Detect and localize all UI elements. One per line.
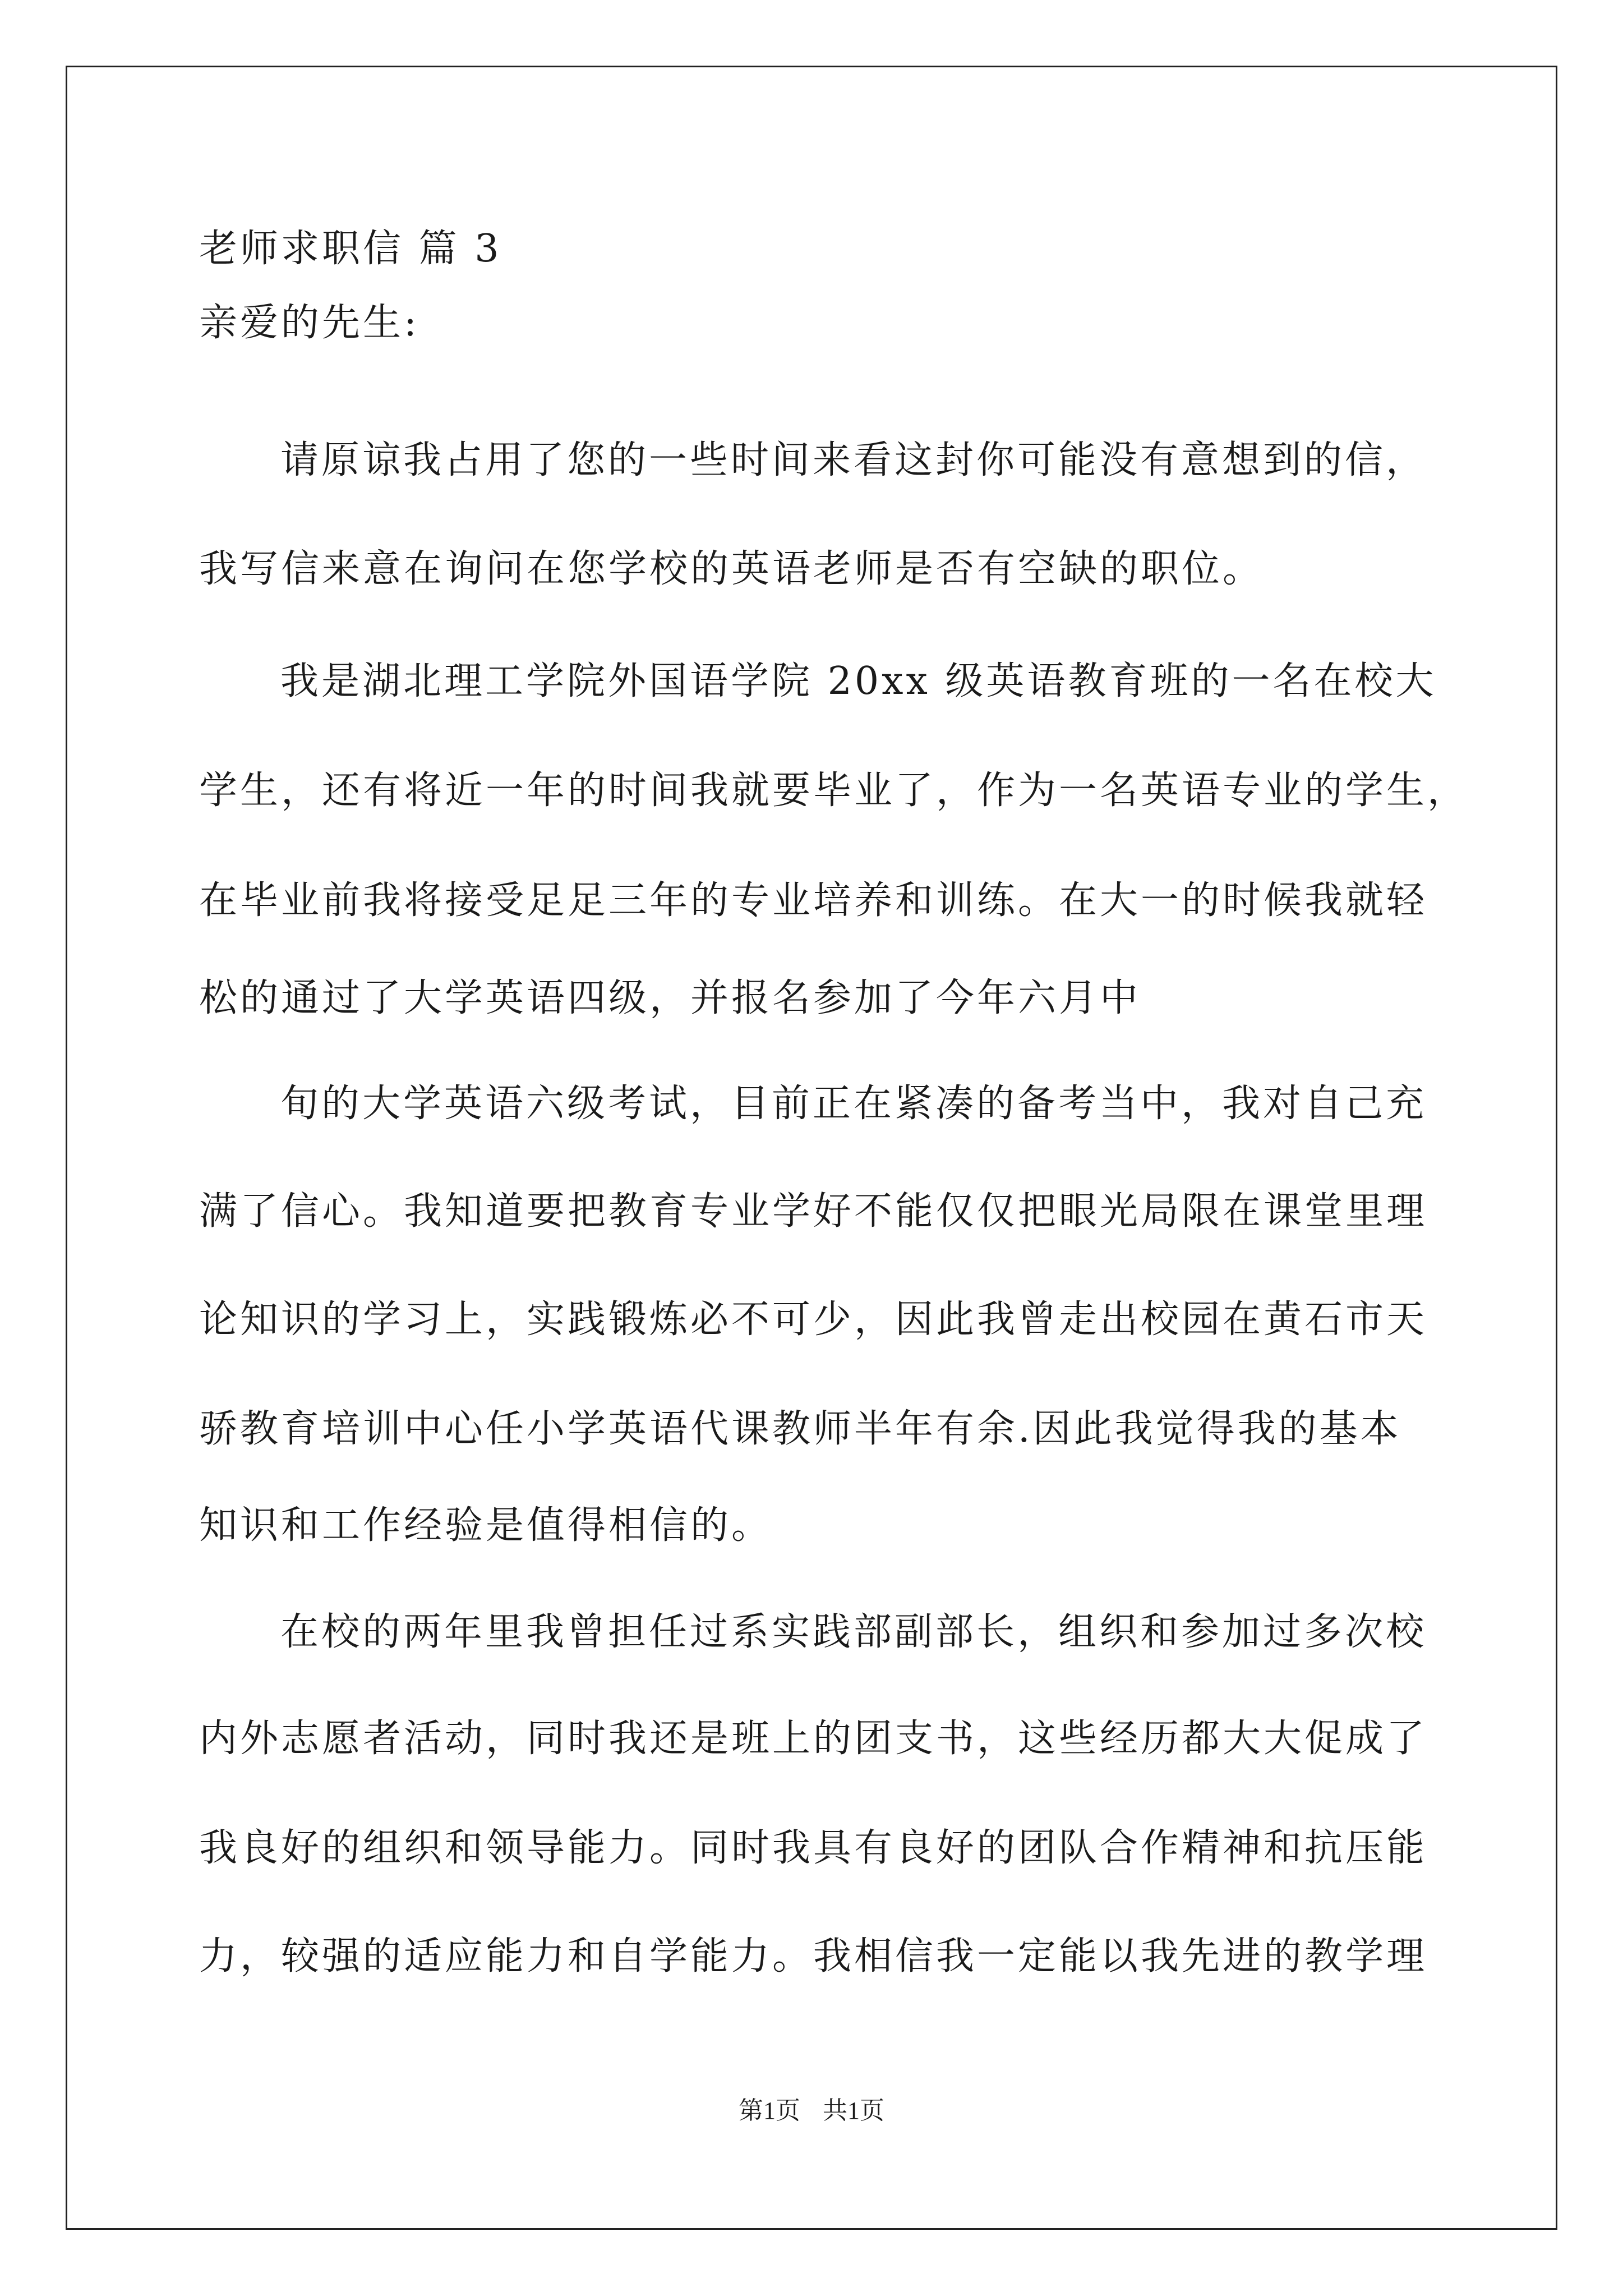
body-line: 骄教育培训中心任小学英语代课教师半年有余.因此我觉得我的基本 bbox=[199, 1407, 1401, 1451]
body-line: 在毕业前我将接受足足三年的专业培养和训练。在大一的时候我就轻 bbox=[199, 878, 1428, 923]
page-footer bbox=[0, 2095, 1623, 2127]
body-line: 旬的大学英语六级考试，目前正在紧凑的备考当中，我对自己充 bbox=[280, 1082, 1427, 1126]
body-line: 力，较强的适应能力和自学能力。我相信我一定能以我先进的教学理 bbox=[199, 1934, 1428, 1978]
page-total: 共1页 bbox=[823, 2097, 884, 2124]
body-line: 我写信来意在询问在您学校的英语老师是否有空缺的职位。 bbox=[199, 547, 1264, 591]
body-line: 满了信心。我知道要把教育专业学好不能仅仅把眼光局限在课堂里理 bbox=[199, 1189, 1428, 1234]
body-line: 我是湖北理工学院外国语学院 20xx 级英语教育班的一名在校大 bbox=[280, 659, 1437, 703]
body-line: 请原谅我占用了您的一些时间来看这封你可能没有意想到的信， bbox=[280, 438, 1427, 482]
page-frame bbox=[66, 66, 1557, 2230]
page-number: 第1页 bbox=[739, 2097, 800, 2124]
body-line: 内外志愿者活动，同时我还是班上的团支书，这些经历都大大促成了 bbox=[199, 1717, 1428, 1761]
body-line: 学生，还有将近一年的时间我就要毕业了，作为一名英语专业的学生， bbox=[199, 769, 1469, 813]
document-title: 老师求职信 篇 3 bbox=[199, 227, 502, 271]
body-line: 在校的两年里我曾担任过系实践部副部长，组织和参加过多次校 bbox=[280, 1610, 1427, 1654]
body-line: 我良好的组织和领导能力。同时我具有良好的团队合作精神和抗压能 bbox=[199, 1826, 1428, 1870]
salutation: 亲爱的先生: bbox=[199, 301, 419, 345]
body-line: 松的通过了大学英语四级，并报名参加了今年六月中 bbox=[199, 976, 1141, 1020]
body-line: 论知识的学习上，实践锻炼必不可少，因此我曾走出校园在黄石市天 bbox=[199, 1297, 1428, 1342]
body-line: 知识和工作经验是值得相信的。 bbox=[199, 1503, 773, 1548]
